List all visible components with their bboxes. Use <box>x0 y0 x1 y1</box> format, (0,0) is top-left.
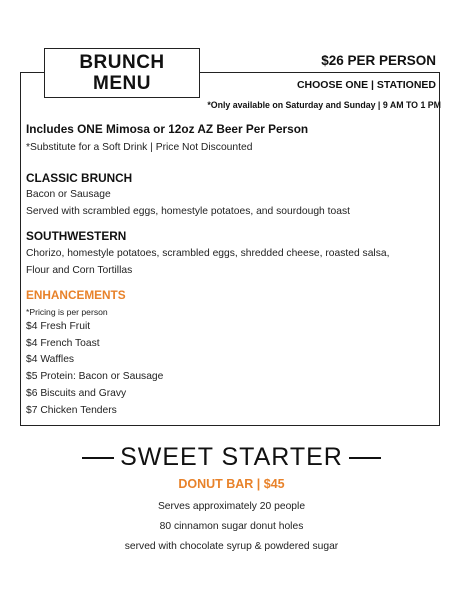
enhancement-item: $6 Biscuits and Gravy <box>26 388 127 399</box>
menu-title-line2: MENU <box>93 73 151 94</box>
menu-title-box <box>44 48 200 98</box>
enhancement-item: $5 Protein: Bacon or Sausage <box>26 371 164 382</box>
donut-bar-heading: DONUT BAR | $45 <box>178 477 285 491</box>
enhancement-item: $7 Chicken Tenders <box>26 405 117 416</box>
southwestern-line1: Chorizo, homestyle potatoes, scrambled eggs, shredded cheese, roasted salsa, <box>26 248 390 259</box>
donut-line3: served with chocolate syrup & powdered sugar <box>124 541 339 552</box>
includes-heading: Includes ONE Mimosa or 12oz AZ Beer Per Person <box>26 122 309 136</box>
sweet-starter-title: SWEET STARTER <box>120 443 343 471</box>
enhancements-heading: ENHANCEMENTS <box>26 288 126 302</box>
enhancement-item: $4 French Toast <box>26 338 100 349</box>
donut-line1: Serves approximately 20 people <box>157 501 306 512</box>
classic-line1: Bacon or Sausage <box>26 189 111 200</box>
includes-note: *Substitute for a Soft Drink | Price Not Discounted <box>26 142 253 153</box>
southwestern-line2: Flour and Corn Tortillas <box>26 265 133 276</box>
classic-line2: Served with scrambled eggs, homestyle potatoes, and sourdough toast <box>26 206 350 217</box>
enhancements-note: *Pricing is per person <box>26 307 108 317</box>
right-divider <box>349 457 381 459</box>
sweet-starter-header <box>0 443 463 472</box>
enhancement-item: $4 Waffles <box>26 354 75 365</box>
left-divider <box>82 457 114 459</box>
southwestern-heading: SOUTHWESTERN <box>26 229 127 243</box>
classic-heading: CLASSIC BRUNCH <box>26 171 133 185</box>
availability-note: *Only available on Saturday and Sunday | 9 AM TO 1 PM <box>207 100 441 110</box>
donut-line2: 80 cinnamon sugar donut holes <box>159 521 304 532</box>
menu-title-line1: BRUNCH <box>79 52 165 73</box>
enhancement-item: $4 Fresh Fruit <box>26 321 91 332</box>
choose-one-label: CHOOSE ONE | STATIONED <box>296 79 436 91</box>
price-per-person: $26 PER PERSON <box>321 53 436 68</box>
